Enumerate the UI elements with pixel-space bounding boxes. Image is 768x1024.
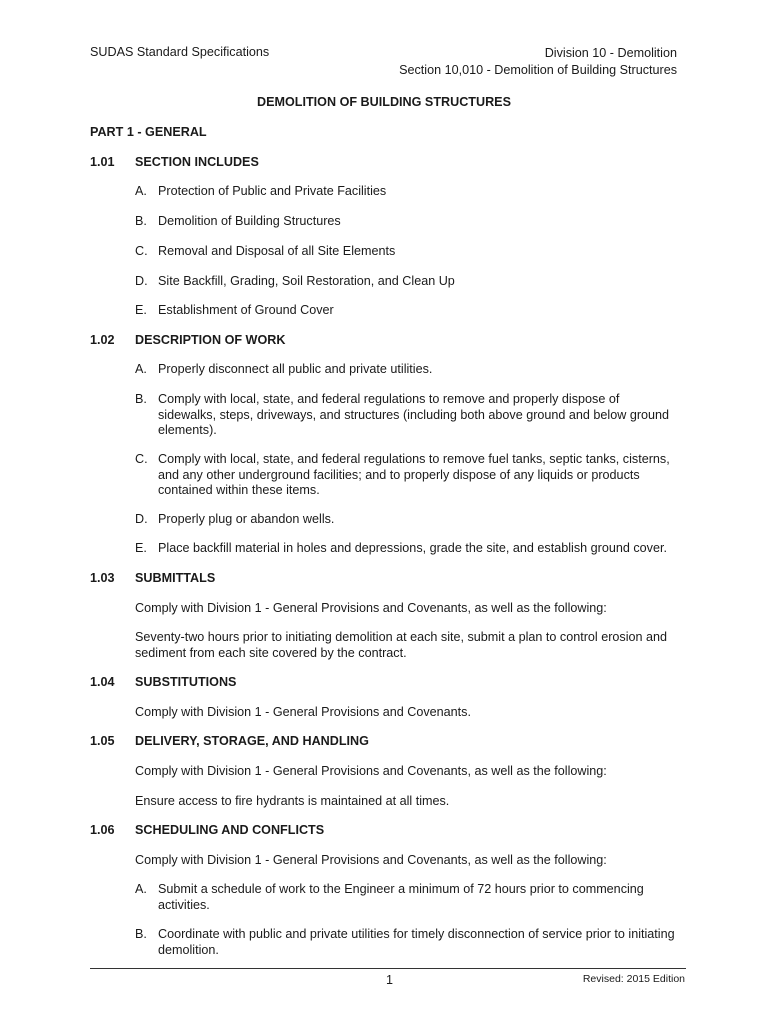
section-number: 1.01 xyxy=(90,155,115,169)
section-number: 1.04 xyxy=(90,675,115,689)
section-number: 1.03 xyxy=(90,571,115,585)
list-letter: A. xyxy=(135,362,147,376)
list-letter: A. xyxy=(135,184,147,198)
list-item: Demolition of Building Structures xyxy=(158,214,341,228)
list-letter: E. xyxy=(135,303,147,317)
header-division: Division 10 - Demolition xyxy=(544,46,677,60)
section-heading: SUBMITTALS xyxy=(135,571,216,585)
section-heading: SCHEDULING AND CONFLICTS xyxy=(135,823,325,837)
paragraph: Comply with Division 1 - General Provisions and Covenants. xyxy=(135,705,471,719)
footer-divider xyxy=(90,968,686,969)
section-number: 1.02 xyxy=(90,333,115,347)
list-letter: B. xyxy=(135,392,147,406)
list-letter: B. xyxy=(135,927,147,941)
list-item: Comply with local, state, and federal regulations to remove and properly dispose of sidewalks, steps, driveways, and structures (including both above ground and below ground elements). xyxy=(158,392,670,437)
list-letter: E. xyxy=(135,541,147,555)
list-item: Coordinate with public and private utilities for timely disconnection of service prior to initiating demolition. xyxy=(158,927,675,957)
list-letter: C. xyxy=(135,452,148,466)
list-letter: D. xyxy=(135,512,148,526)
list-letter: A. xyxy=(135,882,147,896)
header-left: SUDAS Standard Specifications xyxy=(90,45,270,59)
list-item: Removal and Disposal of all Site Elements xyxy=(158,244,396,258)
list-letter: D. xyxy=(135,274,148,288)
list-item: Properly plug or abandon wells. xyxy=(158,512,335,526)
list-letter: C. xyxy=(135,244,148,258)
section-number: 1.05 xyxy=(90,734,115,748)
part-heading: PART 1 - GENERAL xyxy=(90,125,207,139)
page-number: 1 xyxy=(386,973,394,987)
list-item: Protection of Public and Private Facilities xyxy=(158,184,387,198)
paragraph: Comply with Division 1 - General Provisions and Covenants, as well as the following: xyxy=(135,601,607,615)
list-item: Submit a schedule of work to the Engineer a minimum of 72 hours prior to commencing activities. xyxy=(158,882,644,912)
paragraph: Comply with Division 1 - General Provisions and Covenants, as well as the following: xyxy=(135,853,607,867)
list-item: Site Backfill, Grading, Soil Restoration, and Clean Up xyxy=(158,274,455,288)
paragraph: Comply with Division 1 - General Provisions and Covenants, as well as the following: xyxy=(135,764,607,778)
section-number: 1.06 xyxy=(90,823,115,837)
section-heading: SUBSTITUTIONS xyxy=(135,675,237,689)
section-heading: DESCRIPTION OF WORK xyxy=(135,333,286,347)
paragraph: Ensure access to fire hydrants is maintained at all times. xyxy=(135,794,450,808)
paragraph: Seventy-two hours prior to initiating demolition at each site, submit a plan to control erosion and sediment from each site covered by the contract. xyxy=(135,630,668,660)
revision-note: Revised: 2015 Edition xyxy=(582,973,685,985)
header-section: Section 10,010 - Demolition of Building Structures xyxy=(399,63,677,77)
section-heading: DELIVERY, STORAGE, AND HANDLING xyxy=(135,734,369,748)
header-right xyxy=(399,45,677,79)
list-item: Comply with local, state, and federal regulations to remove fuel tanks, septic tanks, cisterns, and any other underground facilities; and to properly dispose of any liquids or products contained within these items. xyxy=(158,452,670,497)
section-heading: SECTION INCLUDES xyxy=(135,155,259,169)
list-item: Properly disconnect all public and private utilities. xyxy=(158,362,433,376)
document-title: DEMOLITION OF BUILDING STRUCTURES xyxy=(257,95,511,109)
list-item: Place backfill material in holes and depressions, grade the site, and establish ground cover. xyxy=(158,541,667,555)
list-letter: B. xyxy=(135,214,147,228)
list-item: Establishment of Ground Cover xyxy=(158,303,334,317)
